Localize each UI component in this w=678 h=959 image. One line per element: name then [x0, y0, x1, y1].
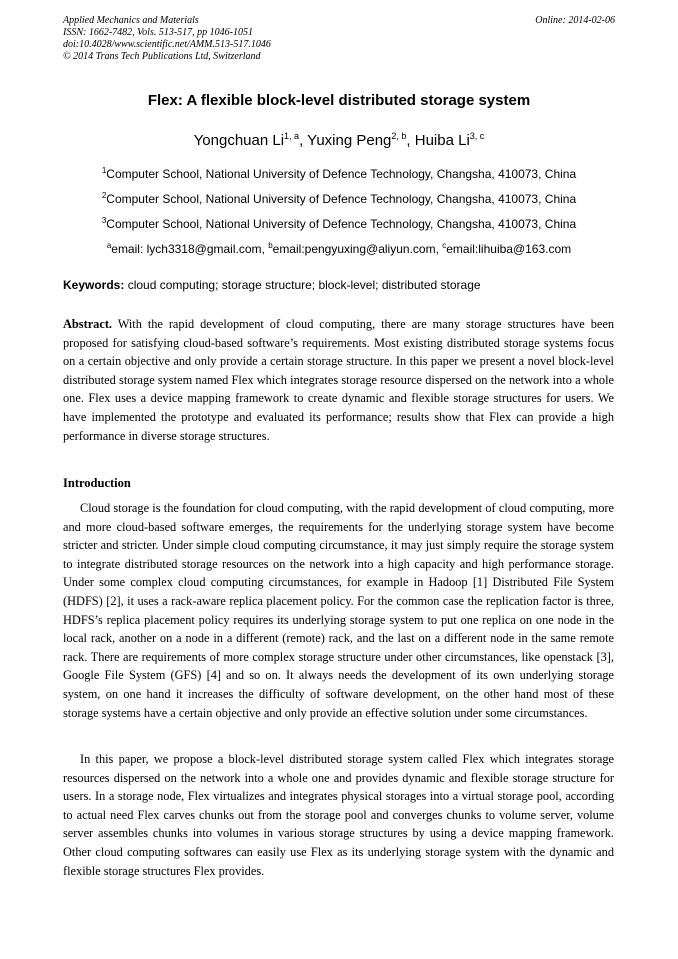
affiliation-superscript: 2 — [101, 191, 107, 200]
author-name: Huiba Li — [414, 132, 470, 149]
intro-paragraph-2: In this paper, we propose a block-level distributed storage system called Flex which integrates storage resources dispersed on the network into a whole one and provides dynamic and flexible storage structure for users. In a storage node, Flex virtualizes and integrates physical storages into a virtual storage pool, according to actual need Flex carves chunks out from the storage pool and converges chunks to volume server, volume server assembles chunks into volumes in various storage structures by using a device mapping framework. Other cloud computing softwares can easily use Flex as its underlying storage system with the dynamic and flexible storage structures Flex provides. — [63, 752, 614, 878]
affiliation-3 — [0, 216, 678, 231]
email-superscript: c — [442, 241, 447, 250]
email-text: email: lych3318@gmail.com, — [111, 242, 269, 256]
abstract-label: Abstract. — [63, 317, 113, 331]
affiliation-text: Computer School, National University of Defence Technology, Changsha, 410073, China — [106, 192, 577, 206]
doi-line: doi:10.4028/www.scientific.net/AMM.513-517.1046 — [63, 39, 271, 50]
paper-title: Flex: A flexible block-level distributed storage system — [147, 92, 531, 109]
email-line — [0, 241, 678, 256]
keywords-text: cloud computing; storage structure; block-level; distributed storage — [124, 278, 481, 292]
author-superscript: 2, b — [391, 131, 407, 141]
author-separator: , — [406, 132, 415, 149]
email-superscript: a — [106, 241, 112, 250]
journal-name: Applied Mechanics and Materials — [63, 15, 199, 26]
affiliation-superscript: 1 — [101, 166, 107, 175]
introduction-heading: Introduction — [63, 476, 131, 490]
email-text: email:pengyuxing@aliyun.com, — [272, 242, 443, 256]
issn-line: ISSN: 1662-7482, Vols. 513-517, pp 1046-1051 — [63, 27, 253, 38]
intro-paragraph-1: Cloud storage is the foundation for cloud computing, with the rapid development of cloud computing, more and more cloud-based software emerges, the requirements for the underlying storage system have become stricter and stricter. Under simple cloud computing circumstance, it may just simply require the storage system to integrate distributed storage resources on the network into a high capacity and high performance storage. Under some complex cloud computing circumstances, for example in Hadoop [1] Distributed File System (HDFS) [2], it uses a rack-aware replica placement policy. For the common case the replication factor is three, HDFS’s replica placement policy requires its underlying storage system to put one replica on one node in the local rack, another on a node in a different (remote) rack, and the last on a different node in the same remote rack. There are requirements of more complex storage structure under other circumstances, like openstack [3], Google File System (GFS) [4] and so on. It always needs the development of its own underlying storage system, on one hand it increases the difficulty of software development, on the other hand most of these storage systems have a certain objective and only provide an effective solution under some circumstances. — [63, 501, 614, 720]
author-list — [0, 131, 678, 149]
affiliation-text: Computer School, National University of Defence Technology, Changsha, 410073, China — [106, 217, 577, 231]
affiliation-superscript: 3 — [101, 216, 107, 225]
online-date: Online: 2014-02-06 — [535, 15, 615, 26]
keywords-label: Keywords: — [63, 278, 125, 292]
email-superscript: b — [268, 241, 273, 250]
affiliation-1 — [0, 166, 678, 181]
affiliation-text: Computer School, National University of Defence Technology, Changsha, 410073, China — [106, 167, 577, 181]
author-name: Yongchuan Li — [193, 132, 285, 149]
email-text: email:lihuiba@163.com — [446, 242, 572, 256]
journal-header — [63, 15, 271, 63]
copyright-line: © 2014 Trans Tech Publications Ltd, Switzerland — [63, 51, 261, 62]
abstract-text: With the rapid development of cloud computing, there are many storage structures have been proposed for satisfying cloud-based software’s requirements. Most existing distributed storage systems focus on a certain objective and only provide a certain storage structure. In this paper we present a novel block-level distributed storage system named Flex which integrates storage resource dispersed on the network into a whole one. Flex uses a device mapping framework to create dynamic and flexible storage structures for users. We have implemented the prototype and evaluated its performance; results show that Flex can provide a high performance in diverse storage structures. — [63, 317, 614, 443]
keywords — [63, 278, 615, 292]
author-superscript: 3, c — [469, 131, 485, 141]
affiliation-2 — [0, 191, 678, 206]
author-separator: , — [299, 132, 308, 149]
author-name: Yuxing Peng — [307, 132, 392, 149]
abstract — [63, 315, 614, 445]
author-superscript: 1, a — [284, 131, 300, 141]
